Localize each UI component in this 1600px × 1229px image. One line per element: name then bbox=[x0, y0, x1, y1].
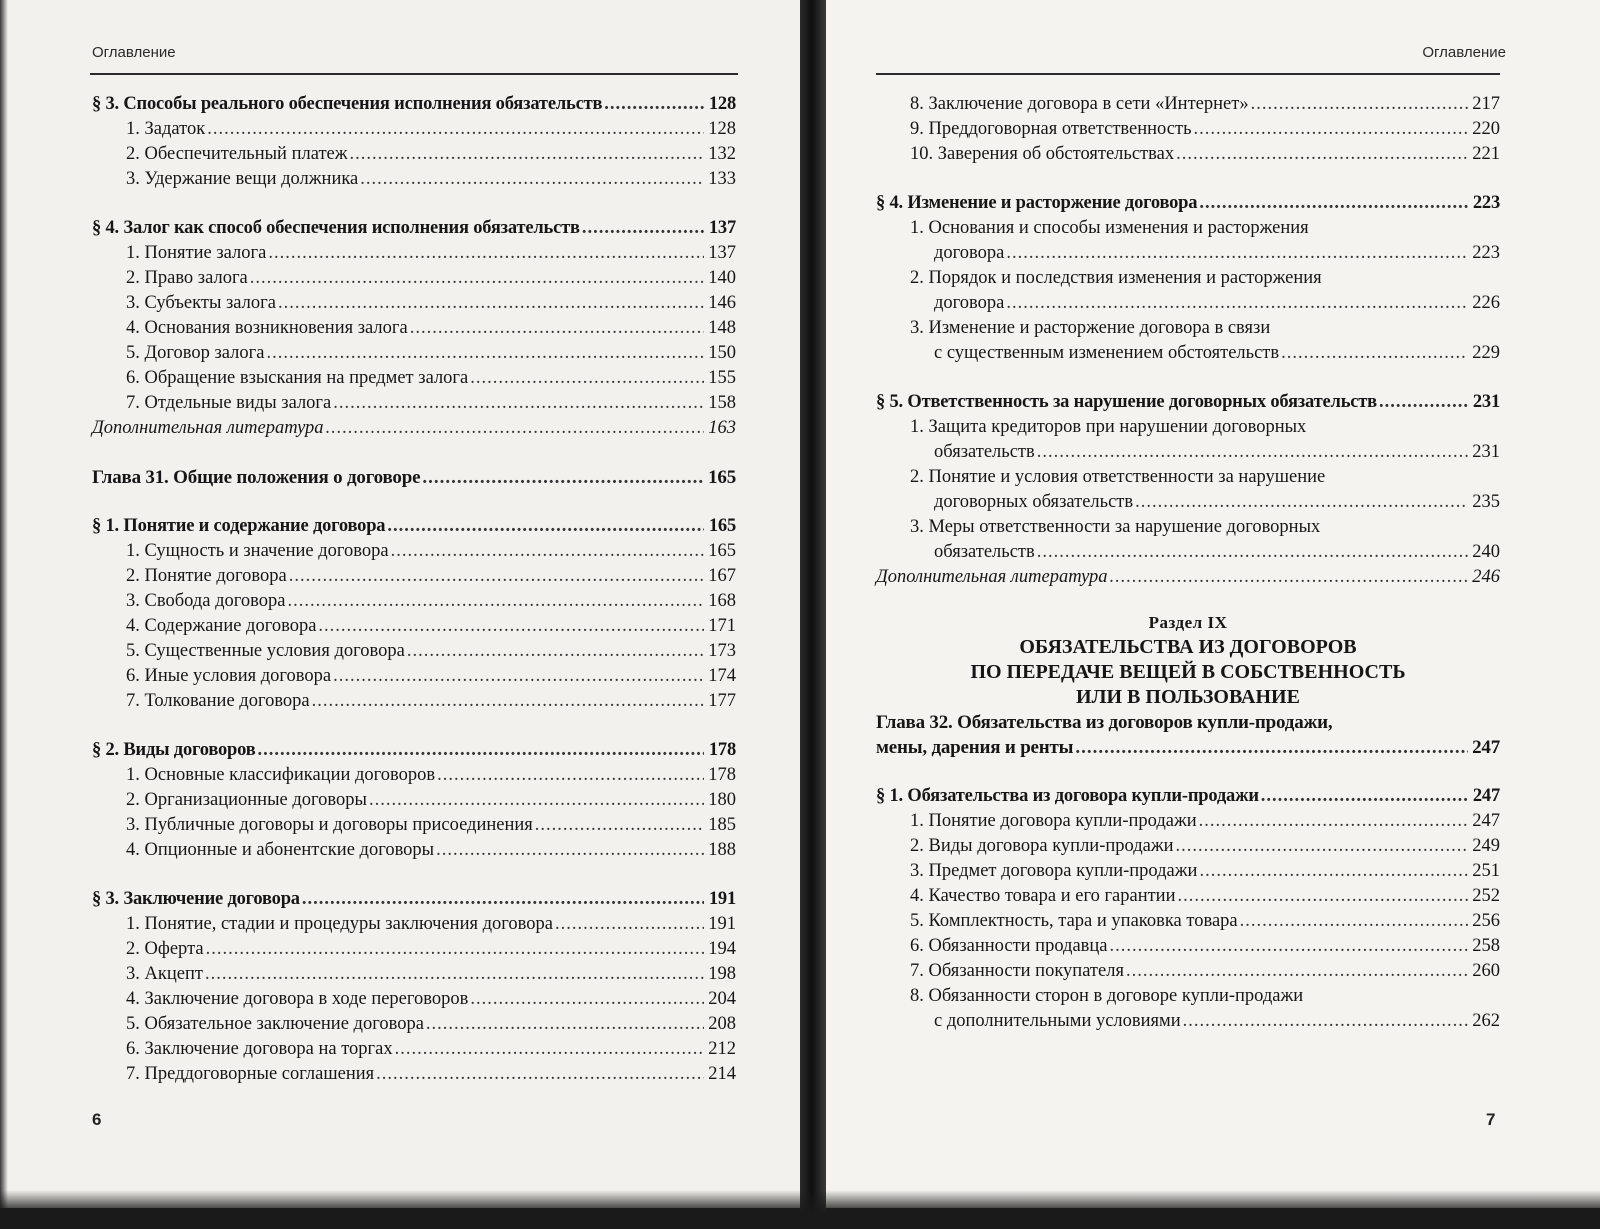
toc-section-entry bbox=[92, 92, 736, 117]
dot-leader bbox=[436, 838, 704, 863]
dot-leader bbox=[376, 1062, 704, 1087]
toc-page-number: 252 bbox=[1472, 886, 1500, 906]
toc-page-number: 223 bbox=[1472, 193, 1500, 213]
toc-subsection-entry bbox=[92, 838, 736, 863]
toc-entry-title: § 4. Залог как способ обеспечения исполнения обязательств bbox=[92, 218, 580, 238]
toc-page-number: 180 bbox=[708, 790, 736, 810]
toc-page-number: 177 bbox=[708, 691, 736, 711]
toc-subsection-entry bbox=[92, 937, 736, 962]
toc-entry-title: 7. Преддоговорные соглашения bbox=[126, 1064, 375, 1084]
page-number: 6 bbox=[92, 1110, 102, 1129]
header-rule bbox=[90, 73, 738, 75]
dot-leader bbox=[289, 564, 704, 589]
toc-subsection-entry bbox=[92, 291, 736, 316]
toc-page-number: 188 bbox=[708, 840, 736, 860]
toc-subsection-entry bbox=[876, 984, 1500, 1009]
toc-page-number: 251 bbox=[1472, 861, 1500, 881]
dot-leader bbox=[407, 639, 704, 664]
toc-subsection-entry bbox=[92, 1037, 736, 1062]
toc-section-entry bbox=[876, 390, 1500, 415]
toc-page-number: 262 bbox=[1472, 1011, 1500, 1031]
dot-leader bbox=[1178, 884, 1469, 909]
toc-entry-title: 10. Заверения об обстоятельствах bbox=[910, 144, 1175, 164]
toc-subsection-entry bbox=[876, 465, 1500, 490]
toc-section-entry bbox=[92, 887, 736, 912]
dot-leader bbox=[582, 216, 704, 241]
toc-page-number: 208 bbox=[708, 1014, 736, 1034]
toc-page-number: 165 bbox=[708, 467, 736, 488]
toc-page-number: 173 bbox=[708, 641, 736, 661]
dot-leader bbox=[278, 291, 704, 316]
toc-entry-title: 5. Обязательное заключение договора bbox=[126, 1014, 424, 1034]
dot-leader bbox=[1199, 191, 1468, 216]
dot-leader bbox=[1261, 784, 1468, 809]
toc-subsection-entry bbox=[92, 987, 736, 1012]
dot-leader bbox=[1006, 291, 1468, 316]
toc-subsection-entry bbox=[92, 639, 736, 664]
toc-page-number: 150 bbox=[708, 343, 736, 363]
toc-entry-title: договорных обязательств bbox=[934, 492, 1134, 512]
dot-leader bbox=[470, 366, 704, 391]
toc-entry-title: 5. Договор залога bbox=[126, 343, 265, 363]
toc-page-number: 247 bbox=[1472, 737, 1500, 758]
toc-subsection-entry bbox=[92, 539, 736, 564]
toc-entry-title: 3. Изменение и расторжение договора в связи bbox=[910, 318, 1271, 338]
toc-subsection-entry bbox=[92, 689, 736, 714]
toc-entry-title: 3. Меры ответственности за нарушение договорных bbox=[910, 517, 1321, 537]
toc-entry-title: 4. Содержание договора bbox=[126, 616, 317, 636]
toc-subsection-entry bbox=[876, 266, 1500, 291]
dot-leader bbox=[1110, 934, 1468, 959]
toc-page-number: 220 bbox=[1472, 119, 1500, 139]
dot-leader bbox=[326, 416, 704, 441]
toc-entry-title: 6. Заключение договора на торгах bbox=[126, 1039, 393, 1059]
toc-page-number: 246 bbox=[1472, 567, 1500, 587]
toc-entry-title: 1. Понятие залога bbox=[126, 243, 267, 263]
dot-leader bbox=[268, 241, 704, 266]
toc-subsection-entry bbox=[92, 167, 736, 192]
toc-entry-continuation bbox=[876, 540, 1500, 565]
toc-entry-title: 7. Толкование договора bbox=[126, 691, 310, 711]
dot-leader bbox=[1183, 1009, 1468, 1034]
running-head: Оглавление bbox=[1422, 44, 1506, 61]
left-page bbox=[0, 0, 800, 1208]
toc-further-reading-entry bbox=[92, 416, 736, 441]
book-gutter bbox=[800, 0, 826, 1229]
toc-entry-title: § 3. Способы реального обеспечения исполнения обязательств bbox=[92, 94, 603, 114]
toc-entry-title: 8. Обязанности сторон в договоре купли-продажи bbox=[910, 986, 1304, 1006]
toc-entry-title: 3. Предмет договора купли-продажи bbox=[910, 861, 1198, 881]
toc-entry-continuation bbox=[876, 490, 1500, 515]
toc-subsection-entry bbox=[876, 909, 1500, 934]
toc-subsection-entry bbox=[92, 266, 736, 291]
toc-entry-title: мены, дарения и ренты bbox=[876, 737, 1074, 758]
toc-page-number: 223 bbox=[1472, 243, 1500, 263]
dot-leader bbox=[422, 465, 704, 490]
toc-section-entry bbox=[92, 738, 736, 763]
toc-entry-title: 8. Заключение договора в сети «Интернет» bbox=[910, 94, 1249, 114]
toc-subsection-entry bbox=[92, 589, 736, 614]
toc-entry-title: обязательств bbox=[934, 542, 1035, 562]
toc-subsection-entry bbox=[876, 809, 1500, 834]
toc-entry-title: Дополнительная литература bbox=[876, 567, 1108, 587]
dot-leader bbox=[266, 341, 704, 366]
toc-entry-continuation bbox=[876, 1009, 1500, 1034]
toc-entry-title: с существенным изменением обстоятельств bbox=[934, 343, 1280, 363]
toc-subsection-entry bbox=[876, 934, 1500, 959]
toc-page-number: 163 bbox=[708, 418, 736, 438]
toc-page-number: 140 bbox=[708, 268, 736, 288]
toc-entry-title: с дополнительными условиями bbox=[934, 1011, 1181, 1031]
dot-leader bbox=[391, 539, 704, 564]
toc-page-number: 133 bbox=[708, 169, 736, 189]
toc-entry-title: 5. Комплектность, тара и упаковка товара bbox=[910, 911, 1238, 931]
scan-bottom-shadow bbox=[0, 1190, 1600, 1229]
toc-subsection-entry bbox=[92, 763, 736, 788]
toc-subsection-entry bbox=[876, 117, 1500, 142]
toc-page-number: 191 bbox=[708, 889, 736, 909]
dot-leader bbox=[1194, 117, 1468, 142]
toc-page-number: 137 bbox=[708, 243, 736, 263]
toc-section-entry bbox=[876, 191, 1500, 216]
toc-subsection-entry bbox=[876, 142, 1500, 167]
toc-subsection-entry bbox=[876, 316, 1500, 341]
toc-subsection-entry bbox=[92, 241, 736, 266]
toc-page-number: 148 bbox=[708, 318, 736, 338]
toc-entry-title: § 2. Виды договоров bbox=[92, 740, 256, 760]
toc-subsection-entry bbox=[92, 614, 736, 639]
dot-leader bbox=[1037, 440, 1468, 465]
part-title-line: ОБЯЗАТЕЛЬСТВА ИЗ ДОГОВОРОВ bbox=[1019, 636, 1357, 658]
toc-entry-continuation bbox=[876, 241, 1500, 266]
toc-subsection-entry bbox=[92, 142, 736, 167]
toc-page-number: 204 bbox=[708, 989, 736, 1009]
toc-entry-title: § 1. Обязательства из договора купли-продажи bbox=[876, 786, 1259, 806]
header-rule bbox=[876, 73, 1500, 75]
dot-leader bbox=[287, 589, 704, 614]
toc-entry-title: 3. Удержание вещи должника bbox=[126, 169, 359, 189]
toc-subsection-entry bbox=[92, 316, 736, 341]
dot-leader bbox=[258, 738, 704, 763]
toc-subsection-entry bbox=[876, 884, 1500, 909]
toc-page-number: 217 bbox=[1472, 94, 1500, 114]
toc-section-entry bbox=[92, 216, 736, 241]
toc-subsection-entry bbox=[92, 391, 736, 416]
dot-leader bbox=[333, 391, 704, 416]
dot-leader bbox=[1251, 92, 1468, 117]
dot-leader bbox=[369, 788, 704, 813]
toc-subsection-entry bbox=[92, 341, 736, 366]
toc-entry-title: 3. Акцепт bbox=[126, 964, 203, 984]
part-heading bbox=[876, 610, 1500, 710]
toc-entry-continuation bbox=[876, 291, 1500, 316]
toc-section-entry bbox=[876, 784, 1500, 809]
toc-page-number: 178 bbox=[708, 740, 736, 760]
dot-leader bbox=[395, 1037, 704, 1062]
toc-entry-title: Глава 32. Обязательства из договоров купли-продажи, bbox=[876, 712, 1333, 733]
toc-page-number: 155 bbox=[708, 368, 736, 388]
toc-subsection-entry bbox=[92, 813, 736, 838]
toc-page-number: 226 bbox=[1472, 293, 1500, 313]
toc-page-number: 165 bbox=[708, 516, 736, 536]
toc-entry-title: 6. Обязанности продавца bbox=[910, 936, 1108, 956]
dot-leader bbox=[333, 664, 704, 689]
toc-subsection-entry bbox=[92, 117, 736, 142]
dot-leader bbox=[250, 266, 704, 291]
toc-entry-title: § 5. Ответственность за нарушение договорных обязательств bbox=[876, 392, 1377, 412]
toc-entry-title: 7. Обязанности покупателя bbox=[910, 961, 1124, 981]
toc-page-number: 167 bbox=[708, 566, 736, 586]
toc-list bbox=[876, 92, 1500, 1034]
toc-group bbox=[876, 92, 1500, 590]
dot-leader bbox=[1281, 341, 1468, 366]
toc-entry-title: 4. Опционные и абонентские договоры bbox=[126, 840, 435, 860]
toc-subsection-entry bbox=[876, 92, 1500, 117]
running-head: Оглавление bbox=[92, 44, 176, 61]
toc-further-reading-entry bbox=[876, 565, 1500, 590]
toc-entry-title: § 4. Изменение и расторжение договора bbox=[876, 193, 1198, 213]
toc-entry-title: 2. Понятие договора bbox=[126, 566, 287, 586]
dot-leader bbox=[318, 614, 704, 639]
toc-entry-title: § 1. Понятие и содержание договора bbox=[92, 516, 386, 536]
dot-leader bbox=[206, 937, 704, 962]
toc-entry-title: 1. Сущность и значение договора bbox=[126, 541, 389, 561]
dot-leader bbox=[1037, 540, 1468, 565]
toc-page-number: 185 bbox=[708, 815, 736, 835]
toc-entry-title: 5. Существенные условия договора bbox=[126, 641, 405, 661]
dot-leader bbox=[205, 962, 704, 987]
toc-subsection-entry bbox=[876, 959, 1500, 984]
toc-entry-title: 1. Основные классификации договоров bbox=[126, 765, 436, 785]
toc-subsection-entry bbox=[92, 366, 736, 391]
toc-page-number: 260 bbox=[1472, 961, 1500, 981]
toc-entry-title: 4. Основания возникновения залога bbox=[126, 318, 408, 338]
toc-entry-title: 2. Порядок и последствия изменения и расторжения bbox=[910, 268, 1322, 288]
toc-page-number: 137 bbox=[708, 218, 736, 238]
toc-entry-title: 6. Обращение взыскания на предмет залога bbox=[126, 368, 469, 388]
dot-leader bbox=[387, 514, 704, 539]
toc-subsection-entry bbox=[876, 415, 1500, 440]
dot-leader bbox=[535, 813, 704, 838]
toc-entry-title: Глава 31. Общие положения о договоре bbox=[92, 467, 421, 488]
page-edge-shadow bbox=[0, 0, 8, 1208]
toc-entry-title: договора bbox=[934, 293, 1005, 313]
toc-page-number: 174 bbox=[708, 666, 736, 686]
dot-leader bbox=[1126, 959, 1468, 984]
toc-entry-title: 1. Понятие договора купли-продажи bbox=[910, 811, 1197, 831]
toc-subsection-entry bbox=[92, 1062, 736, 1087]
toc-page-number: 146 bbox=[708, 293, 736, 313]
toc-entry-title: 2. Организационные договоры bbox=[126, 790, 367, 810]
toc-entry-title: 2. Оферта bbox=[126, 939, 204, 959]
dot-leader bbox=[1379, 390, 1468, 415]
dot-leader bbox=[1006, 241, 1468, 266]
dot-leader bbox=[1135, 490, 1468, 515]
toc-subsection-entry bbox=[92, 564, 736, 589]
toc-page-number: 168 bbox=[708, 591, 736, 611]
toc-subsection-entry bbox=[876, 515, 1500, 540]
toc-entry-continuation bbox=[876, 440, 1500, 465]
toc-page-number: 171 bbox=[708, 616, 736, 636]
toc-group bbox=[876, 710, 1500, 1034]
toc-page-number: 194 bbox=[708, 939, 736, 959]
toc-entry-title: § 3. Заключение договора bbox=[92, 889, 300, 909]
toc-page-number: 158 bbox=[708, 393, 736, 413]
toc-entry-title: 4. Качество товара и его гарантии bbox=[910, 886, 1176, 906]
part-title-line: ИЛИ В ПОЛЬЗОВАНИЕ bbox=[1076, 686, 1300, 708]
toc-subsection-entry bbox=[92, 664, 736, 689]
toc-page-number: 191 bbox=[708, 914, 736, 934]
toc-entry-title: договора bbox=[934, 243, 1005, 263]
toc-subsection-entry bbox=[92, 912, 736, 937]
toc-page-number: 231 bbox=[1472, 442, 1500, 462]
toc-entry-title: 1. Задаток bbox=[126, 119, 206, 139]
toc-list bbox=[92, 92, 736, 1087]
toc-entry-title: 1. Защита кредиторов при нарушении договорных bbox=[910, 417, 1307, 437]
toc-entry-title: 3. Свобода договора bbox=[126, 591, 286, 611]
toc-page-number: 132 bbox=[708, 144, 736, 164]
toc-chapter-entry bbox=[92, 465, 736, 490]
part-title-line: ПО ПЕРЕДАЧЕ ВЕЩЕЙ В СОБСТВЕННОСТЬ bbox=[970, 661, 1406, 683]
dot-leader bbox=[1075, 735, 1468, 760]
toc-subsection-entry bbox=[92, 788, 736, 813]
toc-entry-continuation bbox=[876, 341, 1500, 366]
toc-page-number: 214 bbox=[708, 1064, 736, 1084]
dot-leader bbox=[410, 316, 704, 341]
toc-page-number: 256 bbox=[1472, 911, 1500, 931]
toc-subsection-entry bbox=[876, 859, 1500, 884]
toc-chapter-entry bbox=[876, 735, 1500, 760]
toc-page-number: 231 bbox=[1472, 392, 1500, 412]
toc-page-number: 240 bbox=[1472, 542, 1500, 562]
toc-entry-title: 2. Виды договора купли-продажи bbox=[910, 836, 1174, 856]
toc-entry-title: 1. Основания и способы изменения и расторжения bbox=[910, 218, 1309, 238]
dot-leader bbox=[555, 912, 704, 937]
dot-leader bbox=[1199, 809, 1468, 834]
dot-leader bbox=[1110, 565, 1468, 590]
toc-section-entry bbox=[92, 514, 736, 539]
toc-page-number: 221 bbox=[1472, 144, 1500, 164]
dot-leader bbox=[1240, 909, 1468, 934]
toc-entry-title: 1. Понятие, стадии и процедуры заключения договора bbox=[126, 914, 553, 934]
toc-page-number: 128 bbox=[708, 119, 736, 139]
toc-page-number: 247 bbox=[1472, 811, 1500, 831]
dot-leader bbox=[1176, 834, 1468, 859]
part-label: Раздел IX bbox=[1148, 613, 1228, 632]
dot-leader bbox=[604, 92, 704, 117]
dot-leader bbox=[470, 987, 704, 1012]
dot-leader bbox=[360, 167, 704, 192]
dot-leader bbox=[1199, 859, 1468, 884]
toc-page-number: 198 bbox=[708, 964, 736, 984]
toc-page-number: 165 bbox=[708, 541, 736, 561]
toc-entry-title: 2. Обеспечительный платеж bbox=[126, 144, 348, 164]
toc-entry-title: 2. Право залога bbox=[126, 268, 248, 288]
dot-leader bbox=[426, 1012, 704, 1037]
dot-leader bbox=[207, 117, 704, 142]
toc-page-number: 212 bbox=[708, 1039, 736, 1059]
dot-leader bbox=[1176, 142, 1468, 167]
toc-entry-title: 7. Отдельные виды залога bbox=[126, 393, 332, 413]
dot-leader bbox=[350, 142, 704, 167]
toc-subsection-entry bbox=[92, 1012, 736, 1037]
toc-entry-title: 2. Понятие и условия ответственности за нарушение bbox=[910, 467, 1326, 487]
toc-entry-title: 9. Преддоговорная ответственность bbox=[910, 119, 1192, 139]
toc-subsection-entry bbox=[876, 216, 1500, 241]
toc-page-number: 229 bbox=[1472, 343, 1500, 363]
page-number: 7 bbox=[1486, 1110, 1496, 1129]
dot-leader bbox=[437, 763, 704, 788]
toc-entry-title: 6. Иные условия договора bbox=[126, 666, 332, 686]
toc-entry-title: 3. Публичные договоры и договоры присоединения bbox=[126, 815, 533, 835]
toc-subsection-entry bbox=[876, 834, 1500, 859]
toc-entry-title: 4. Заключение договора в ходе переговоров bbox=[126, 989, 469, 1009]
toc-page-number: 178 bbox=[708, 765, 736, 785]
dot-leader bbox=[312, 689, 704, 714]
toc-entry-title: 3. Субъекты залога bbox=[126, 293, 276, 313]
right-page bbox=[826, 0, 1600, 1208]
toc-page-number: 249 bbox=[1472, 836, 1500, 856]
dot-leader bbox=[302, 887, 704, 912]
toc-entry-title: Дополнительная литература bbox=[92, 418, 324, 438]
toc-page-number: 247 bbox=[1472, 786, 1500, 806]
toc-entry-title: обязательств bbox=[934, 442, 1035, 462]
toc-page-number: 235 bbox=[1472, 492, 1500, 512]
toc-page-number: 128 bbox=[708, 94, 736, 114]
toc-chapter-entry bbox=[876, 710, 1500, 735]
toc-subsection-entry bbox=[92, 962, 736, 987]
toc-page-number: 258 bbox=[1472, 936, 1500, 956]
